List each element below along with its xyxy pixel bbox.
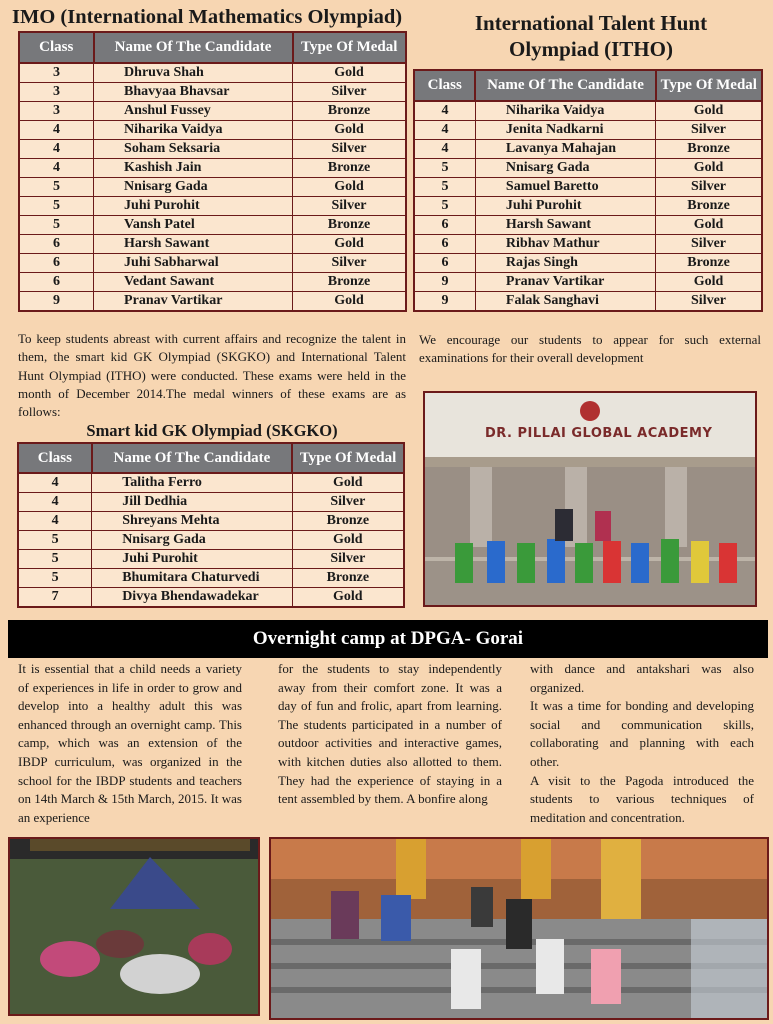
class-cell: 4 — [19, 121, 94, 140]
candidate-name-cell: Pranav Vartikar — [475, 273, 655, 292]
medal-cell: Gold — [656, 216, 762, 235]
class-cell: 7 — [18, 588, 92, 608]
class-cell: 3 — [19, 63, 94, 83]
table-row — [18, 493, 404, 512]
candidate-name-cell: Pranav Vartikar — [94, 292, 293, 312]
class-cell: 4 — [18, 473, 92, 493]
column-header: Class — [414, 70, 475, 101]
academy-photo-graphic — [425, 393, 755, 605]
table-row — [19, 254, 406, 273]
skgko-title: Smart kid GK Olympiad (SKGKO) — [86, 421, 338, 440]
column-header: Name Of The Candidate — [92, 443, 292, 473]
candidate-name-cell: Vansh Patel — [94, 216, 293, 235]
itho-title-line2: Olympiad (ITHO) — [509, 37, 673, 61]
candidate-name-cell: Bhumitara Chaturvedi — [92, 569, 292, 588]
class-cell: 5 — [18, 569, 92, 588]
table-header-row — [19, 32, 406, 63]
class-cell: 9 — [414, 273, 475, 292]
candidate-name-cell: Vedant Sawant — [94, 273, 293, 292]
candidate-name-cell: Harsh Sawant — [475, 216, 655, 235]
encourage-paragraph: We encourage our students to appear for such external examinations for their overall development — [419, 332, 761, 366]
itho-title-line1: International Talent Hunt — [474, 11, 708, 35]
table-row — [18, 473, 404, 493]
table-row — [19, 102, 406, 121]
table-row — [19, 121, 406, 140]
medal-cell: Silver — [293, 197, 407, 216]
table-row — [414, 254, 762, 273]
class-cell: 5 — [18, 550, 92, 569]
medal-cell: Gold — [293, 235, 407, 254]
candidate-name-cell: Kashish Jain — [94, 159, 293, 178]
camp-column-3-para2: It was a time for bonding and developing social and communication skills, collaborating and planning with each other. — [530, 698, 754, 769]
candidate-name-cell: Jill Dedhia — [92, 493, 292, 512]
medal-cell: Gold — [293, 178, 407, 197]
table-row — [19, 178, 406, 197]
candidate-name-cell: Rajas Singh — [475, 254, 655, 273]
class-cell: 6 — [414, 235, 475, 254]
candidate-name-cell: Bhavyaa Bhavsar — [94, 83, 293, 102]
class-cell: 4 — [19, 140, 94, 159]
class-cell: 4 — [19, 159, 94, 178]
column-header: Type Of Medal — [656, 70, 762, 101]
medal-cell: Bronze — [656, 140, 762, 159]
class-cell: 4 — [414, 101, 475, 121]
medal-cell: Gold — [292, 588, 404, 608]
table-row — [18, 531, 404, 550]
class-cell: 5 — [414, 197, 475, 216]
candidate-name-cell: Lavanya Mahajan — [475, 140, 655, 159]
table-row — [18, 550, 404, 569]
column-header: Class — [19, 32, 94, 63]
candidate-name-cell: Talitha Ferro — [92, 473, 292, 493]
table-row — [18, 588, 404, 608]
medal-cell: Bronze — [656, 254, 762, 273]
class-cell: 4 — [414, 121, 475, 140]
camp-tent-photo — [8, 837, 260, 1016]
medal-cell: Gold — [656, 273, 762, 292]
candidate-name-cell: Nnisarg Gada — [92, 531, 292, 550]
camp-tent-graphic — [10, 839, 258, 1014]
candidate-name-cell: Anshul Fussey — [94, 102, 293, 121]
class-cell: 3 — [19, 102, 94, 121]
table-row — [19, 83, 406, 102]
column-header: Type Of Medal — [293, 32, 407, 63]
camp-column-3 — [530, 660, 754, 827]
class-cell: 5 — [19, 178, 94, 197]
medal-cell: Bronze — [293, 273, 407, 292]
medal-cell: Silver — [656, 121, 762, 140]
table-row — [414, 140, 762, 159]
candidate-name-cell: Dhruva Shah — [94, 63, 293, 83]
camp-column-1-text: It is essential that a child needs a variety of experiences in life in order to grow and develop into a healthy adult this was enhanced through an overnight camp. This camp, which was an extension of the IBDP curriculum, was organized in the school for the IBDP students and teachers on 14th March & 15th March, 2015. It was an experience — [18, 661, 242, 825]
medal-cell: Silver — [656, 235, 762, 254]
medal-cell: Silver — [292, 493, 404, 512]
table-row — [19, 216, 406, 235]
class-cell: 5 — [18, 531, 92, 550]
medal-cell: Bronze — [293, 159, 407, 178]
medal-cell: Bronze — [293, 216, 407, 235]
medal-cell: Bronze — [292, 569, 404, 588]
candidate-name-cell: Soham Seksaria — [94, 140, 293, 159]
imo-table — [18, 31, 407, 312]
camp-banner: Overnight camp at DPGA- Gorai — [8, 620, 768, 658]
medal-cell: Silver — [656, 292, 762, 312]
table-row — [19, 140, 406, 159]
class-cell: 6 — [414, 216, 475, 235]
table-row — [414, 235, 762, 254]
medal-cell: Bronze — [293, 102, 407, 121]
class-cell: 3 — [19, 83, 94, 102]
candidate-name-cell: Harsh Sawant — [94, 235, 293, 254]
table-header-row — [414, 70, 762, 101]
candidate-name-cell: Falak Sanghavi — [475, 292, 655, 312]
class-cell: 4 — [414, 140, 475, 159]
skgko-table — [17, 442, 405, 608]
candidate-name-cell: Niharika Vaidya — [94, 121, 293, 140]
academy-sign: DR. PILLAI GLOBAL ACADEMY — [485, 426, 713, 441]
table-header-row — [18, 443, 404, 473]
class-cell: 4 — [18, 493, 92, 512]
table-row — [19, 273, 406, 292]
candidate-name-cell: Divya Bhendawadekar — [92, 588, 292, 608]
camp-column-2-text: for the students to stay independently away from their comfort zone. It was a day of fun and frolic, apart from learning. The students participated in a number of outdoor activities and interactive games, with kitchen duties also allotted to them. They had the experience of staying in a tent assembled by them. A bonfire along — [278, 661, 502, 807]
medal-cell: Silver — [293, 140, 407, 159]
table-row — [414, 101, 762, 121]
class-cell: 6 — [19, 254, 94, 273]
imo-title: IMO (International Mathematics Olympiad) — [12, 6, 403, 28]
camp-column-3-para3: A visit to the Pagoda introduced the students to various techniques of meditation and concentration. — [530, 772, 754, 825]
candidate-name-cell: Niharika Vaidya — [475, 101, 655, 121]
camp-column-2 — [278, 660, 502, 809]
table-row — [18, 512, 404, 531]
table-row — [414, 273, 762, 292]
table-row — [19, 63, 406, 83]
candidate-name-cell: Ribhav Mathur — [475, 235, 655, 254]
candidate-name-cell: Nnisarg Gada — [94, 178, 293, 197]
medal-cell: Bronze — [656, 197, 762, 216]
table-row — [414, 216, 762, 235]
table-row — [19, 235, 406, 254]
medal-cell: Silver — [656, 178, 762, 197]
class-cell: 6 — [19, 235, 94, 254]
table-row — [19, 197, 406, 216]
table-row — [414, 178, 762, 197]
column-header: Name Of The Candidate — [475, 70, 655, 101]
pagoda-visit-photo — [269, 837, 769, 1020]
class-cell: 6 — [414, 254, 475, 273]
class-cell: 5 — [19, 197, 94, 216]
pagoda-visit-graphic — [271, 839, 767, 1018]
class-cell: 4 — [18, 512, 92, 531]
medal-cell: Gold — [293, 63, 407, 83]
table-row — [414, 197, 762, 216]
candidate-name-cell: Juhi Purohit — [92, 550, 292, 569]
medal-cell: Gold — [292, 473, 404, 493]
table-row — [19, 292, 406, 312]
column-header: Type Of Medal — [292, 443, 404, 473]
column-header: Class — [18, 443, 92, 473]
camp-column-3-para1: with dance and antakshari was also organized. — [530, 661, 754, 695]
medal-cell: Silver — [292, 550, 404, 569]
candidate-name-cell: Shreyans Mehta — [92, 512, 292, 531]
itho-table — [413, 69, 763, 312]
table-row — [414, 292, 762, 312]
medal-cell: Bronze — [292, 512, 404, 531]
candidate-name-cell: Samuel Baretto — [475, 178, 655, 197]
academy-group-photo — [423, 391, 757, 607]
class-cell: 5 — [414, 178, 475, 197]
medal-cell: Gold — [293, 292, 407, 312]
column-header: Name Of The Candidate — [94, 32, 293, 63]
candidate-name-cell: Jenita Nadkarni — [475, 121, 655, 140]
candidate-name-cell: Juhi Sabharwal — [94, 254, 293, 273]
table-row — [18, 569, 404, 588]
medal-cell: Gold — [293, 121, 407, 140]
candidate-name-cell: Juhi Purohit — [475, 197, 655, 216]
candidate-name-cell: Juhi Purohit — [94, 197, 293, 216]
medal-cell: Gold — [656, 159, 762, 178]
itho-title — [414, 10, 768, 62]
table-row — [414, 159, 762, 178]
medal-cell: Gold — [656, 101, 762, 121]
candidate-name-cell: Nnisarg Gada — [475, 159, 655, 178]
class-cell: 9 — [19, 292, 94, 312]
intro-paragraph: To keep students abreast with current affairs and recognize the talent in them, the smart kid GK Olympiad (SKGKO) and International Talent Hunt Olympiad (ITHO) were conducted. These exams were held in the month of December 2014.The medal winners of these exams are as follows: — [18, 331, 406, 420]
table-row — [414, 121, 762, 140]
class-cell: 6 — [19, 273, 94, 292]
medal-cell: Gold — [292, 531, 404, 550]
medal-cell: Silver — [293, 83, 407, 102]
camp-column-1 — [18, 660, 242, 827]
class-cell: 5 — [19, 216, 94, 235]
class-cell: 9 — [414, 292, 475, 312]
table-row — [19, 159, 406, 178]
medal-cell: Silver — [293, 254, 407, 273]
class-cell: 5 — [414, 159, 475, 178]
